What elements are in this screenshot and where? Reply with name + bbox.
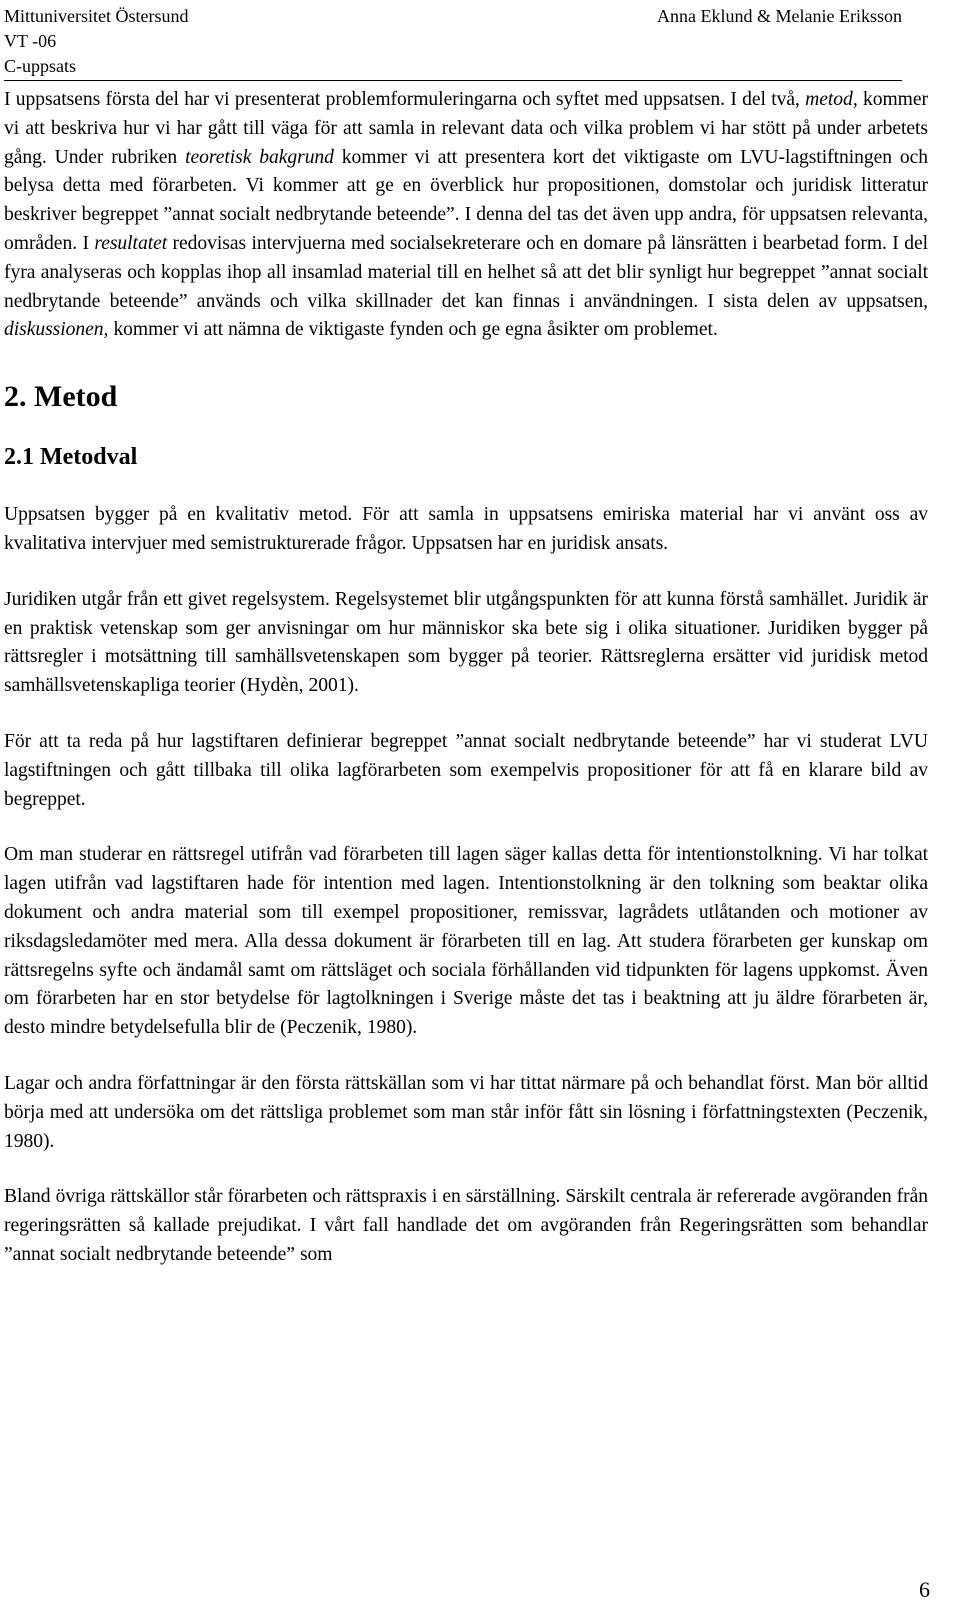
header-institution: Mittuniversitet Östersund <box>4 6 189 26</box>
intro-term-metod: metod <box>805 89 853 110</box>
intro-text-4: redovisas intervjuerna med socialsekreterare och en domare på länsrätten i bearbetad form. I del fyra analyseras och kopplas ihop all insamlad material till en helhet så att det blir synligt hur begreppet ”annat socialt nedbrytande beteende” används och vilka skillnader det kan finnas i användningen. I sista delen av uppsatsen, <box>4 232 928 312</box>
header-left <box>4 4 188 79</box>
header-term: VT -06 <box>4 31 57 51</box>
paragraph-intentionstolkning: Om man studerar en rättsregel utifrån vad förarbeten till lagen säger kallas detta för intentionstolkning. Vi har tolkat lagen utifrån vad lagstiftaren hade för intention med lagen. Intentionstolkning är den tolkning som beaktar olika dokument och andra material som till exempel propositioner, remissvar, lagrådets utlåtanden och motioner av riksdagsledamöter med mera. Alla dessa dokument är förarbeten till en lag. Att studera förarbeten ger kunskap om rättsregelns syfte och ändamål samt om rättsläget och sociala förhållanden vid tidpunkten för lagens uppkomst. Även om förarbeten har en stor betydelse för lagtolkningen i Sverige måste det tas i beaktning att ju äldre förarbeten är, desto mindre betydelsefulla blir de (Peczenik, 1980). <box>4 844 928 1039</box>
intro-term-diskussionen: diskussionen, <box>4 319 109 341</box>
paragraph-lagar: Lagar och andra författningar är den första rättskällan som vi har tittat närmare på och behandlat först. Man bör alltid börja med att undersöka om det rättsliga problemet som man står inför fått sin lösning i författningstexten (Peczenik, 1980). <box>4 1072 928 1152</box>
paragraph-lagstiftaren: För att ta reda på hur lagstiftaren definierar begreppet ”annat socialt nedbrytande beteende” har vi studerat LVU lagstiftningen och gått tillbaka till olika lagförarbeten som exempelvis propositioner för att få en klarare bild av begreppet. <box>4 730 928 810</box>
section-heading: 2. Metod <box>4 380 118 414</box>
header-authors: Anna Eklund & Melanie Eriksson <box>657 6 902 26</box>
running-header <box>4 4 902 81</box>
subsection-heading: 2.1 Metodval <box>4 444 138 471</box>
page-body <box>4 86 928 1270</box>
paragraph-juridik: Juridiken utgår från ett givet regelsystem. Regelsystemet blir utgångspunkten för att kunna förstå samhället. Juridik är en praktisk vetenskap som ger anvisningar om hur människor ska bete sig i olika situationer. Juridiken bygger på rättsregler i motsättning till samhällsvetenskapen som bygger på teorier. Rättsreglerna ersätter vid juridisk metod samhällsvetenskapliga teorier (Hydèn, 2001). <box>4 588 928 697</box>
heading-spacer <box>4 473 928 501</box>
page-number: 6 <box>919 1577 930 1602</box>
intro-text-5: kommer vi att nämna de viktigaste fynden och ge egna åsikter om problemet. <box>108 319 718 341</box>
intro-term-teoretisk: teoretisk bakgrund <box>185 146 334 168</box>
paragraph-metod: Uppsatsen bygger på en kvalitativ metod. För att samla in uppsatsens emiriska material har vi använt oss av kvalitativa intervjuer med semistrukturerade frågor. Uppsatsen har en juridisk ansats. <box>4 504 928 554</box>
intro-text-2: , kommer vi att beskriva hur vi har gått till väga för att samla in relevant data och vilka problem vi har stött på under arbetets gång. Under rubriken <box>4 89 928 168</box>
intro-term-resultatet: resultatet <box>94 232 168 254</box>
intro-text-3: kommer vi att presentera kort det viktigaste om LVU-lagstiftningen och belysa detta med förarbeten. Vi kommer att ge en överblick hur propositionen, domstolar och juridisk litteratur beskriver begreppet ”annat socialt nedbrytande beteende”. I denna del tas det även upp andra, för uppsatsen relevanta, områden. I <box>4 146 929 254</box>
header-doc-type: C-uppsats <box>4 56 76 76</box>
paragraph-rattskallor: Bland övriga rättskällor står förarbeten och rättspraxis i en särställning. Särskilt centrala är refererade avgöranden från regeringsrätten så kallade prejudikat. I vårt fall handlade det om avgöranden från Regeringsrätten som behandlar ”annat socialt nedbrytande beteende” som <box>4 1186 928 1265</box>
intro-paragraph <box>4 86 928 345</box>
intro-text-1: I uppsatsens första del har vi presenterat problemformuleringarna och syftet med uppsatsen. I del två, <box>4 89 806 110</box>
